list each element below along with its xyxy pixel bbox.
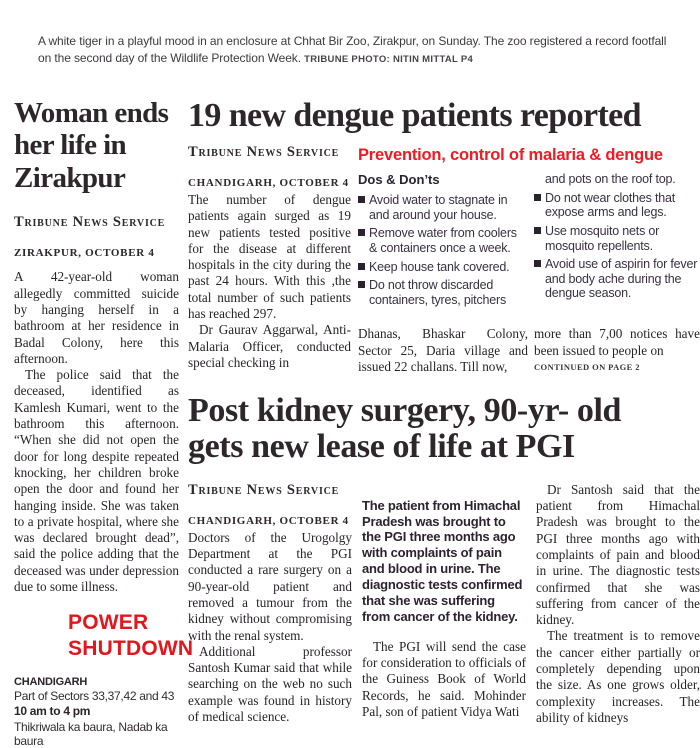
article-headline [188,393,700,466]
power-shutdown-area: Part of Sectors 33,37,42 and 43 [14,689,175,704]
paragraph: more than 7,00 notices have been issued to people on [534,326,700,358]
list-item-text: Avoid use of aspirin for fever and body ache during the dengue season. [545,257,698,301]
paragraph: Doctors of the Urogolgy Department at the PGI conducted a rare surgery on a 90-year-old patient and removed a tumour from the kidney without compromising with the renal system. [188,529,352,643]
list-item-text: Do not wear clothes that expose arms and legs. [545,190,675,220]
article-body [188,530,352,726]
byline: Tribune News Service [188,144,340,160]
prevention-box-title: Prevention, control of malaria & dengue [358,146,663,164]
bullet-square-icon [534,194,541,201]
power-shutdown-title-line2: SHUTDOWN [68,637,194,661]
article-body [188,192,351,371]
power-shutdown-title [68,610,194,662]
power-shutdown-notice [14,610,194,748]
photo-credit: TRIBUNE PHOTO: NITIN MITTAL P4 [304,54,474,66]
list-item-text: Use mosquito nets or mosquito repellents. [545,223,660,253]
paragraph: The treatment is to remove the cancer either partially or completely depending upon the size. As one grows older, complexity increases. The ability of kidneys [536,628,700,725]
paragraph: A 42-year-old woman allegedly committed suicide by hanging herself in a bathroom at her residence in Badal Colony, here this afternoon. [14,269,179,366]
bullet-square-icon [358,196,365,203]
article-body [14,269,179,595]
paragraph: Dr Gaurav Aggarwal, Anti-Malaria Officer, conducted special checking in [188,322,351,370]
paragraph: Dhanas, Bhaskar Colony, Sector 25, Daria village and issued 22 challans. Till now, [358,326,528,374]
list-item [534,224,700,253]
bullet-square-icon [534,260,541,267]
continued-on-page-note: CONTINUED ON PAGE 2 [534,361,640,372]
power-shutdown-city: CHANDIGARH [14,676,88,689]
paragraph: The number of dengue patients again surged as 19 new patients tested positive for the disease at different hospitals in the city during the past 24 hours. With this ,the total number of such patients has reached 297. [188,192,351,322]
bullet-square-icon [358,229,365,236]
pgi-columns [188,482,700,726]
article-body [362,639,526,720]
dengue-text-column [188,144,351,375]
paragraph: Additional professor Santosh Kumar said that while searching on the web no such example was found in history of medical science. [188,643,352,725]
list-item-continuation: and pots on the roof top. [545,172,676,186]
list-item [534,257,700,301]
list-item-text: Keep house tank covered. [369,259,510,274]
headline-line2: gets new lease of life at PGI [188,428,575,466]
pull-quote: The patient from Himachal Pradesh was brought to the PGI three months ago with complaints of pain and blood in urine. The diagnostic tests confirmed that she was suffering from cancer of the kidney. [362,497,523,624]
bullet-square-icon [358,263,365,270]
paragraph: The police said that the deceased, identified as Kamlesh Kumari, went to the bathroom this afternoon. “When she did not open the door for long despite repeated knocking, her children broke open the door and found her hanging inside. She was taken to a private hospital, where she was declared brought dead”, said the police adding that the deceased was under depression due to some illness. [14,367,179,595]
photo-caption [38,33,668,68]
power-shutdown-title-line1: POWER [68,611,149,634]
list-item [358,193,528,222]
prevention-box-subtitle: Dos & Don’ts [358,172,440,187]
dateline: CHANDIGARH, OCTOBER 4 [188,177,349,189]
article-pgi-surgery [188,393,700,726]
pgi-column-3 [536,482,700,726]
list-item-text: Remove water from coolers & containers once a week. [369,226,517,255]
article-headline: Woman ends her life in Zirakpur [14,97,169,194]
headline-line1: Post kidney surgery, 90-yr- old [188,392,622,429]
list-item [534,191,700,220]
dengue-continuation-row [358,326,700,375]
list-item [358,226,528,255]
list-item [358,260,528,275]
bullet-square-icon [358,281,365,288]
paragraph: Dr Santosh said that the patient from Himachal Pradesh was brought to the PGI three months ago with complaints of pain and blood in urine. The diagnostic tests confirmed that she was suffering from cancer of the kidney. [536,481,700,628]
article-woman-suicide [14,97,179,595]
article-dengue [188,97,700,375]
article-body [536,482,700,726]
bullet-square-icon [534,227,541,234]
byline: Tribune News Service [14,214,166,231]
power-shutdown-area2: Thikriwala ka baura, Nadab ka baura [14,720,168,748]
list-item [358,278,528,307]
prevention-box-right-column [534,172,700,311]
continuation-left-column [358,326,528,375]
dengue-columns [188,144,700,375]
prevention-box-left-column [358,172,528,311]
list-item-text: Do not throw discarded containers, tyres, pitchers [369,278,507,307]
pgi-column-2 [362,482,526,726]
prevention-box-columns [358,172,700,311]
article-headline: 19 new dengue patients reported [188,97,641,134]
power-shutdown-time: 10 am to 4 pm [14,704,91,719]
continuation-right-column [534,326,700,375]
prevention-box [358,144,700,375]
pgi-column-1 [188,482,352,726]
paragraph: The PGI will send the case for consideration to officials of the Guiness Book of World Records, he said. Mohinder Pal, son of patient Vidya Wati [362,638,526,719]
dateline: CHANDIGARH, OCTOBER 4 [188,514,349,527]
photo-caption-text: A white tiger in a playful mood in an enclosure at Chhat Bir Zoo, Zirakpur, on Sunday. The zoo registered a record footfall on the second day of the Wildlife Protection Week. [38,34,667,66]
dateline: ZIRAKPUR, OCTOBER 4 [14,247,155,260]
list-item-text: Avoid water to stagnate in and around your house. [369,193,508,222]
byline: Tribune News Service [188,481,340,498]
